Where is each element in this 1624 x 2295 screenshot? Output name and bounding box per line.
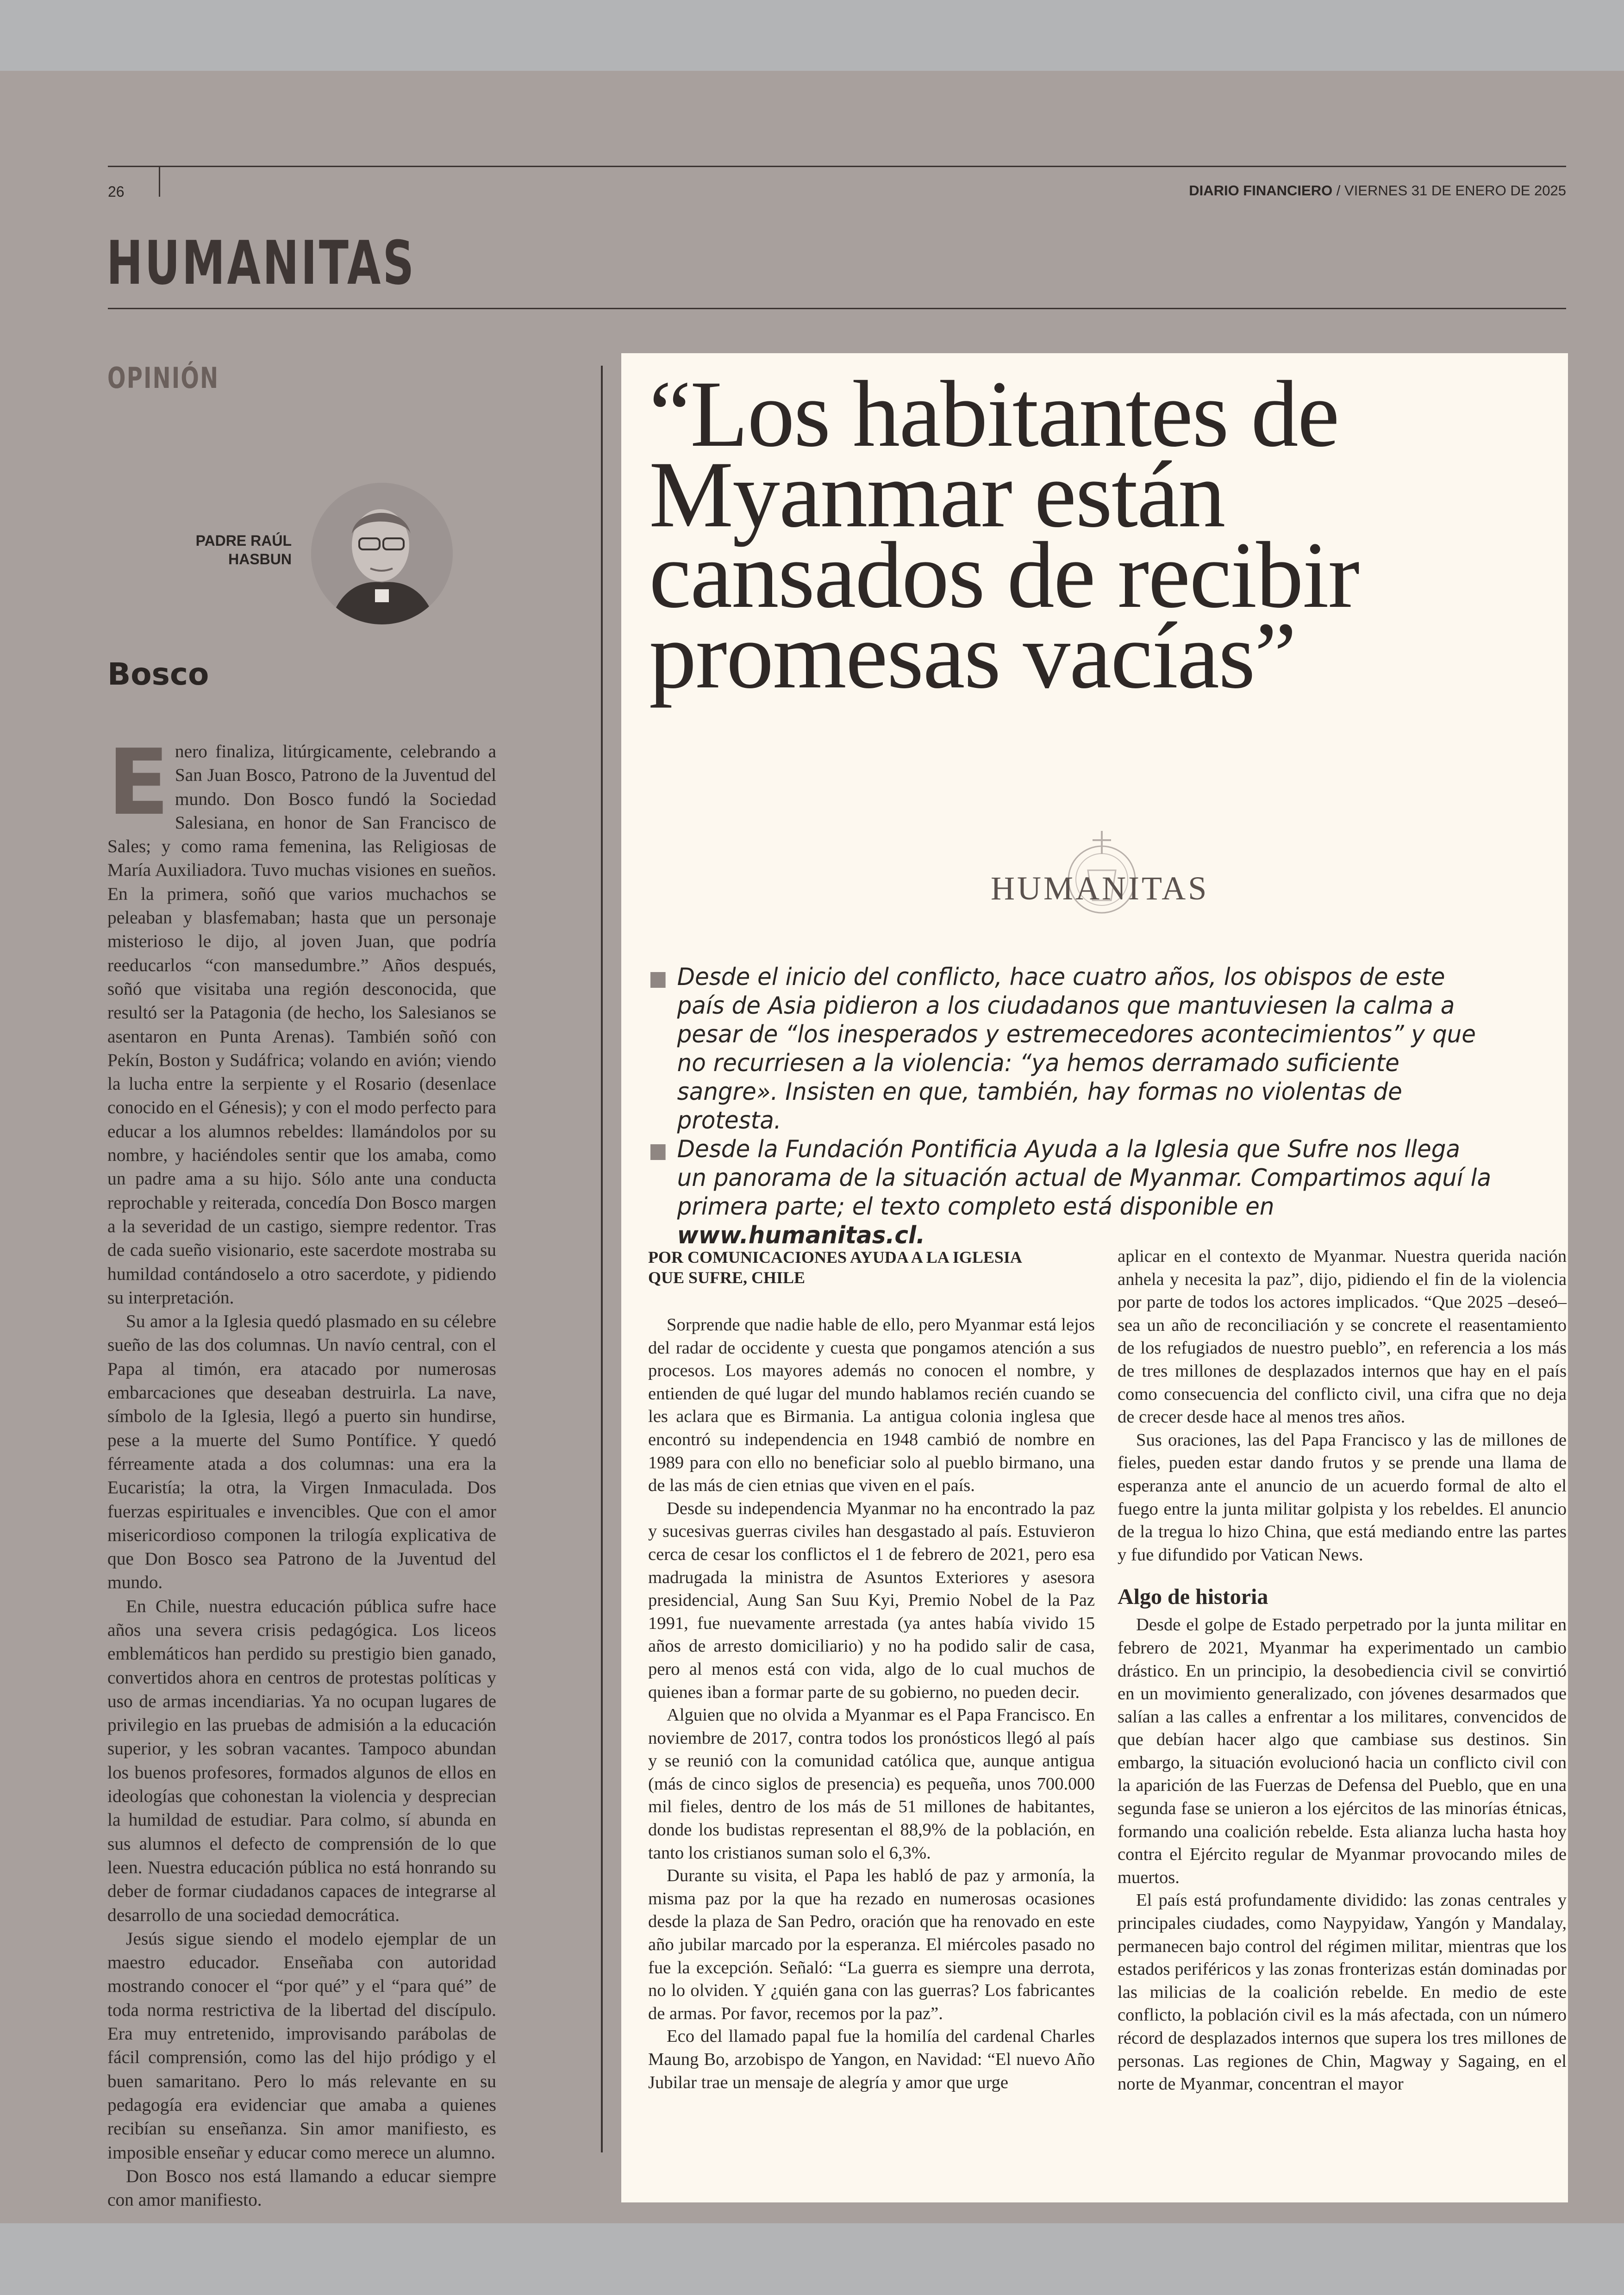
article-paragraph: Alguien que no olvida a Myanmar es el Papa Francisco. En noviembre de 2017, contra todos los pronósticos llegó al país y se reunió con la comunidad católica que, aunque antigua (más de cinco siglos de presencia) es pequeña, unos 700.000 mil fieles, dentro de los más de 51 millones de habitantes, donde los budistas representan el 88,9% de la población, en tanto los cristianos suman solo el 6,3%. [648, 1705, 1095, 1863]
publication-name: DIARIO FINANCIERO [1189, 182, 1333, 199]
article-summary [650, 963, 1495, 1250]
author-name-line1: PADRE RAÚL [195, 532, 292, 549]
article-column-1 [648, 1314, 1095, 2094]
byline-line1: POR COMUNICACIONES AYUDA A LA IGLESIA [648, 1248, 1022, 1266]
article-paragraph: Eco del llamado papal fue la homilía del cardenal Charles Maung Bo, arzobispo de Yangon, en Navidad: “El nuevo Año Jubilar trae un mensaje de alegría y amor que urge [648, 2027, 1095, 2092]
article-paragraph: El país está profundamente dividido: las zonas centrales y principales ciudades, como Naypyidaw, Yangón y Mandalay, permanecen bajo control del régimen militar, mientras que los estados periféricos y las zonas fronterizas están dominadas por las milicias de la coalición rebelde. En medio de este conflicto, la población civil es la más afectada, con un número récord de desplazados internos que supera los tres millones de personas. Las regiones de Chin, Magway y Sagaing, en el norte de Myanmar, concentran el mayor [1118, 1890, 1567, 2094]
opinion-paragraph: Jesús sigue siendo el modelo ejemplar de un maestro educador. Enseñaba con autoridad mostrando conocer el “por qué” y el “para qué” de toda norma restrictiva de la libertad del discípulo. Era muy entretenido, improvisando parábolas de fácil comprensión, como las del hijo pródigo y el buen samaritano. Pero lo más relevante en su pedagogía era evidenciar que amaba a quienes recibían su enseñanza. Sin amor manifiesto, es imposible enseñar y educar como merece un alumno. [107, 1928, 496, 2163]
article-paragraph: Desde su independencia Myanmar no ha encontrado la paz y sucesivas guerras civiles han desgastado al país. Estuvieron cerca de cesar los conflictos el 1 de febrero de 2021, pero esa madrugada la ministra de Asuntos Exteriores y asesora presidencial, Aung San Suu Kyi, Premio Nobel de la Paz 1991, fue nuevamente arrestada (ya antes había vivido 15 años de arresto domiciliario) y no ha podido salir de casa, pero al menos está con vida, algo de lo cual muchos de quienes iban a formar parte de su gobierno, no pueden decir. [648, 1498, 1095, 1702]
article-headline: “Los habitantes de Myanmar están cansados de recibir promesas vacías” [649, 362, 1359, 708]
article-paragraph: Durante su visita, el Papa les habló de paz y armonía, la misma paz por la que ha rezado en numerosas ocasiones desde la plaza de San Pedro, oración que ha renovado en este año jubilar marcado por la esperanza. El miércoles pasado no fue la excepción. Señaló: “La guerra es siempre una derrota, no lo olviden. Y ¿quién gana con las guerras? Los fabricantes de armas. Por favor, recemos por la paz”. [648, 1866, 1095, 2023]
top-rule [108, 166, 1566, 167]
page-number: 26 [108, 183, 125, 200]
opinion-paragraph: Su amor a la Iglesia quedó plasmado en su célebre sueño de las dos columnas. Un navío central, con el Papa al timón, era atacado por numerosas embarcaciones que deseaban destruirla. La nave, símbolo de la Iglesia, llegó a puerto sin hundirse, pese a la muerte del Sumo Pontífice. Y quedó férreamente atada a dos columnas: una era la Eucaristía; la otra, la Virgen Inmaculada. Dos fuerzas espirituales e invencibles. Que con el amor misericordioso componen la trilogía explicativa de que Don Bosco sea Patrono de la Juventud del mundo. [107, 1311, 496, 1593]
summary-bullet: Desde el inicio del conflicto, hace cuatro años, los obispos de este país de Asia pidieron a los ciudadanos que mantuviesen la calma a pesar de “los inesperados y estremecedores acontecimientos” y que no recurriesen a la violencia: “ya hemos derramado suficiente sangre». Insisten en que, también, hay formas no violentas de protesta. [650, 963, 1495, 1135]
bullet-square-icon [650, 1144, 666, 1160]
opinion-label: OPINIÓN [107, 361, 219, 395]
section-rule [108, 308, 1566, 309]
article-column-2 [1118, 1245, 1567, 2096]
author-avatar [311, 483, 453, 624]
summary-bullet: Desde la Fundación Pontificia Ayuda a la Iglesia que Sufre nos llega un panorama de la situación actual de Myanmar. Compartimos aquí la primera parte; el texto completo está disponible en www.humanitas.cl. [650, 1135, 1495, 1250]
column-divider [601, 366, 603, 2152]
author-name [167, 531, 292, 568]
opinion-paragraph: En Chile, nuestra educación pública sufre hace años una severa crisis pedagógica. Los liceos emblemáticos han perdido su prestigio bien ganado, convertidos ahora en centros de protestas políticas y uso de armas incendiarias. Ya no ocupan lugares de privilegio en las pruebas de admisión a la educación superior, y les sobran vacantes. Tampoco abundan los buenos profesores, formados algunos de ellos en ideologías que cohonestan la violencia y desprecian la humildad de estudiar. Para colmo, sí abunda en sus alumnos el defecto de comprensión de lo que leen. Nuestra educación pública no está honrando su deber de formar ciudadanos capaces de integrarse al desarrollo de una sociedad democrática. [107, 1596, 496, 1925]
article-subhead: Algo de historia [1118, 1584, 1268, 1609]
author-portrait [311, 483, 453, 624]
article-byline [648, 1247, 1022, 1288]
opinion-paragraph: Don Bosco nos está llamando a educar siempre con amor manifiesto. [107, 2165, 496, 2210]
opinion-paragraph: Enero finaliza, litúrgicamente, celebrando a San Juan Bosco, Patrono de la Juventud del mundo. Don Bosco fundó la Sociedad Salesiana, en honor de San Francisco de Sales; y como rama femenina, las Religiosas de María Auxiliadora. Tuvo muchas visiones en sueños. En la primera, soñó que varios muchachos se peleaban y blasfemaban; hasta que un personaje misterioso le dijo, al joven Juan, que podría reeducarlos “con mansedumbre.” Años después, soñó que visitaba una región desconocida, que resultó ser la Patagonia (de hecho, los Salesianos se asentaron en Punta Arenas). También soñó con Pekín, Boston y Sudáfrica; volando en avión; viendo la lucha entre la serpiente y el Rosario (desenlace conocido en el Génesis); y con el modo perfecto para educar a los alumnos rebeldes: llamándolos por su nombre, y haciéndoles sentir que los amaba, como un padre ama a su hijo. Sólo ante una conducta reprochable y reiterada, concedía Don Bosco margen a la severidad de un castigo, siempre redentor. Tras de cada sueño visionario, este sacerdote mostraba su humildad contándoselo a otro sacerdote, y pidiendo su interpretación. [107, 730, 496, 1308]
section-title: HUMANITAS [106, 228, 416, 298]
drop-cap: E [107, 730, 169, 836]
article-paragraph: Desde el golpe de Estado perpetrado por la junta militar en febrero de 2021, Myanmar ha experimentado un cambio drástico. En un principio, la desobediencia civil se convirtió en un movimiento generalizado, con jóvenes desarmados que salían a las calles a enfrentar a los militares, convencidos de que debían hacer algo que cambiase sus destinos. Sin embargo, la situación evolucionó hacia un conflicto civil con la aparición de las Fuerzas de Defensa del Pueblo, que en una segunda fase se unieron a los ejércitos de las minorías étnicas, formando una coalición rebelde. Esta alianza lucha hasta hoy contra el Ejército regular de Myanmar provocando miles de muertos. [1118, 1615, 1567, 1887]
author-name-line2: HASBUN [228, 551, 292, 568]
bullet-square-icon [650, 972, 666, 988]
page-number-divider [159, 167, 160, 197]
byline-line2: QUE SUFRE, CHILE [648, 1268, 806, 1287]
issue-date: / VIERNES 31 DE ENERO DE 2025 [1332, 182, 1566, 199]
article-paragraph: Sorprende que nadie hable de ello, pero Myanmar está lejos del radar de occidente y cuesta que pongamos atención a sus procesos. Los mayores además no conocen el nombre, y entienden de qué lugar del mundo hablamos recién cuando se les aclara que es Birmania. La antigua colonia inglesa que encontró su independencia en 1948 cambió de nombre en 1989 para con ello no beneficiar solo al pueblo birmano, una de las más de cien etnias que viven en el país. [648, 1315, 1095, 1496]
opinion-body [107, 730, 496, 2212]
column-title: Bosco [107, 656, 209, 692]
humanitas-logo-text: HUMANITAS [991, 870, 1209, 907]
dateline [1189, 182, 1566, 199]
article-paragraph: Sus oraciones, las del Papa Francisco y las de millones de fieles, pueden estar dando frutos y se prende una llama de esperanza ante el anuncio de un acuerdo formal de alto el fuego entre la junta militar golpista y los rebeldes. El anuncio de la tregua lo hizo China, que está mediando entre las partes y fue difundido por Vatican News. [1118, 1430, 1567, 1565]
humanitas-link[interactable]: www.humanitas.cl. [677, 1222, 925, 1249]
article-paragraph: aplicar en el contexto de Myanmar. Nuestra querida nación anhela y necesita la paz”, dijo, pidiendo el fin de la violencia por parte de todos los actores implicados. “Que 2025 –deseó– sea un año de reconciliación y se concrete el reasentamiento de los refugiados de nuestro pueblo”, en referencia a los más de tres millones de desplazados internos que hay en el país como consecuencia del conflicto civil, una cifra que no deja de crecer desde hace al menos tres años. [1118, 1247, 1567, 1427]
